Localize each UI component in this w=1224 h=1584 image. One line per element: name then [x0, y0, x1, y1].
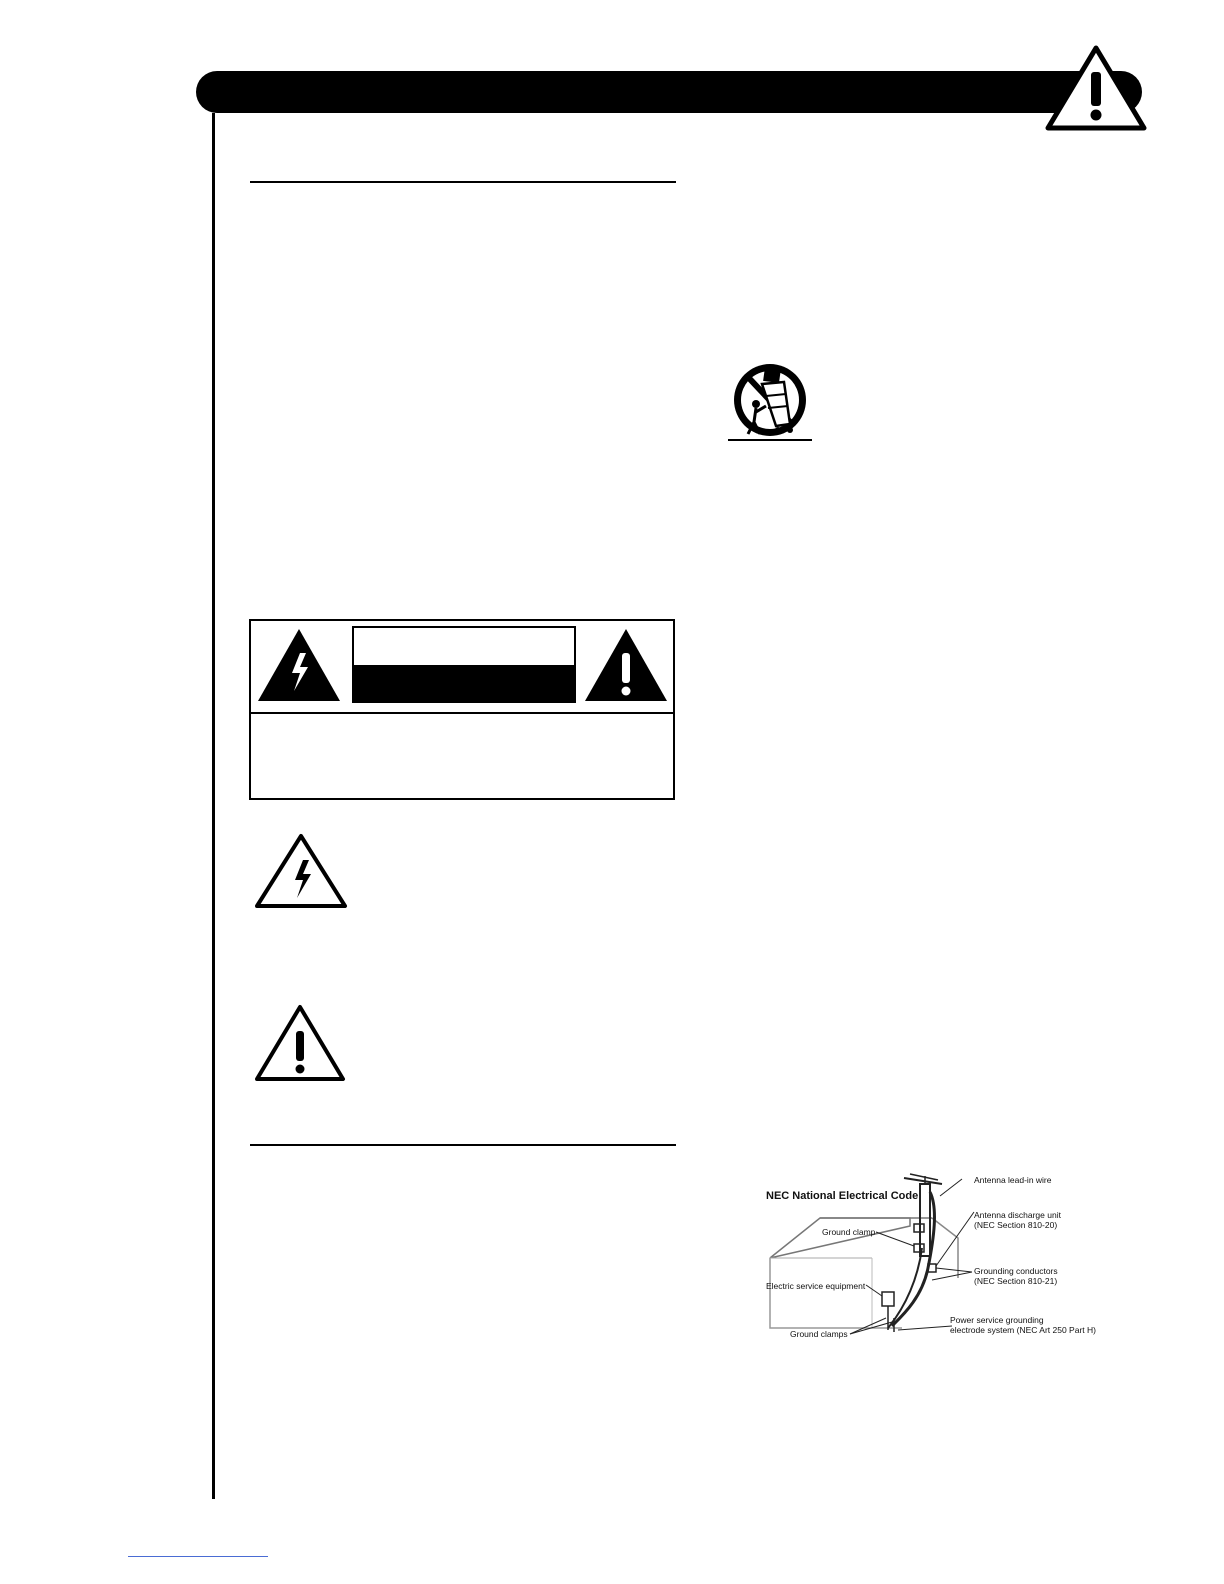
label-antenna-lead-in: Antenna lead-in wire: [974, 1175, 1052, 1185]
caution-label-fill: [354, 665, 574, 701]
nec-grounding-diagram: [762, 1168, 1102, 1348]
caution-divider: [249, 712, 675, 714]
label-ground-clamps: Ground clamps: [790, 1329, 848, 1339]
section-rule-bottom: [250, 1144, 676, 1146]
label-electric-service: Electric service equipment: [766, 1281, 866, 1291]
label-discharge-unit-1: Antenna discharge unit: [974, 1210, 1061, 1220]
lightning-symbol-icon: [253, 832, 349, 910]
exclamation-symbol-icon: [253, 1003, 347, 1083]
header-bar: [196, 71, 1142, 113]
label-grounding-conductors-2: (NEC Section 810-21): [974, 1276, 1058, 1286]
label-power-grounding-2: electrode system (NEC Art 250 Part H): [950, 1325, 1096, 1335]
exclamation-triangle-icon: [583, 627, 669, 703]
margin-rule: [212, 113, 215, 1499]
section-rule-top: [250, 181, 676, 183]
footer-link[interactable]: [128, 1556, 268, 1557]
header-warning-icon: [1044, 44, 1148, 134]
label-power-grounding-1: Power service grounding: [950, 1315, 1044, 1325]
cart-tip-over-warning-icon: [726, 362, 814, 444]
lightning-triangle-icon: [256, 627, 342, 703]
label-ground-clamp: Ground clamp: [822, 1227, 876, 1237]
label-grounding-conductors-1: Grounding conductors: [974, 1266, 1058, 1276]
nec-title: NEC National Electrical Code: [766, 1190, 919, 1202]
label-discharge-unit-2: (NEC Section 810-20): [974, 1220, 1058, 1230]
